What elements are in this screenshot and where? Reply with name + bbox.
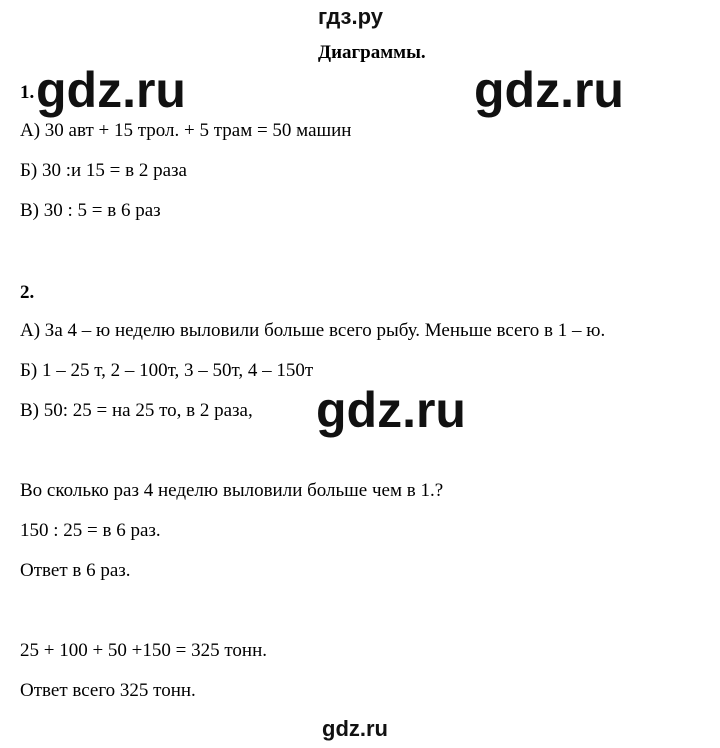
watermark-1: gdz.ru (36, 62, 186, 118)
task2-question: Во сколько раз 4 неделю выловили больше чем в 1.? (20, 480, 444, 501)
task2-line-b: Б) 1 – 25 т, 2 – 100т, 3 – 50т, 4 – 150т (20, 360, 314, 381)
task1-line-a: А) 30 авт + 15 трол. + 5 трам = 50 машин (20, 120, 352, 141)
task2-calc-ratio: 150 : 25 = в 6 раз. (20, 520, 161, 541)
task1-number: 1. (20, 82, 35, 103)
watermark-3: gdz.ru (316, 382, 466, 438)
task1-line-c: В) 30 : 5 = в 6 раз (20, 200, 161, 221)
task1-line-b: Б) 30 :и 15 = в 2 раза (20, 160, 187, 181)
page-title: Диаграммы. (318, 42, 426, 63)
task2-answer-ratio: Ответ в 6 раз. (20, 560, 131, 581)
watermark-2: gdz.ru (474, 62, 624, 118)
task2-line-c: В) 50: 25 = на 25 то, в 2 раза, (20, 400, 253, 421)
footer-watermark: gdz.ru (322, 716, 388, 741)
site-header: гдз.ру (318, 4, 383, 29)
task2-answer-total: Ответ всего 325 тонн. (20, 680, 196, 701)
task2-line-a: А) За 4 – ю неделю выловили больше всего рыбу. Меньше всего в 1 – ю. (20, 320, 606, 341)
task2-calc-total: 25 + 100 + 50 +150 = 325 тонн. (20, 640, 267, 661)
task2-number: 2. (20, 282, 35, 303)
